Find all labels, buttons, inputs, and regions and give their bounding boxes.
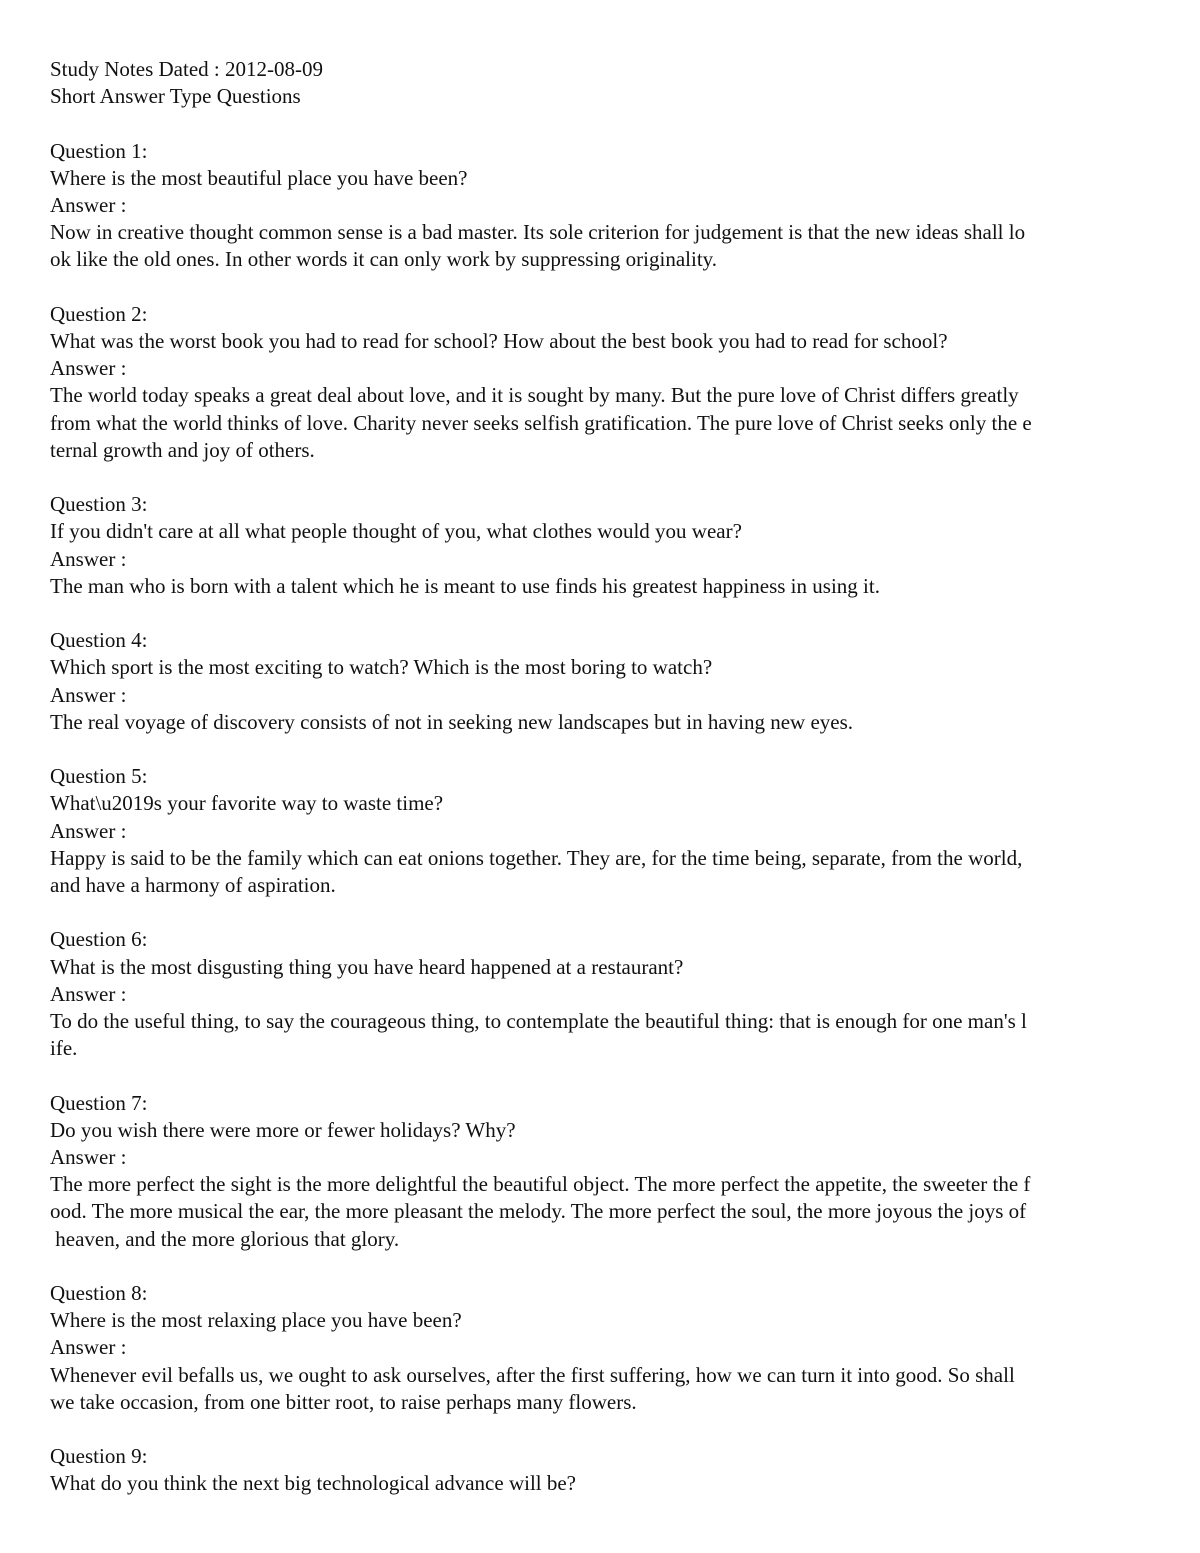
section-spacer — [50, 464, 1160, 491]
section-spacer — [50, 1416, 1160, 1443]
answer-label: Answer : — [50, 193, 127, 217]
answer-label: Answer : — [50, 682, 127, 707]
answer-text-line: To do the useful thing, to say the courageous thing, to contemplate the beautiful thing: that is enough for one man's l — [50, 1009, 1027, 1034]
answer-text-line: ife. — [50, 1036, 78, 1061]
question-label: Question 8: — [50, 1281, 148, 1306]
question-block — [50, 491, 1160, 600]
answer-text-line: we take occasion, from one bitter root, to raise perhaps many flowers. — [50, 1389, 637, 1414]
answer-text-line: and have a harmony of aspiration. — [50, 873, 336, 898]
question-label: Question 5: — [50, 764, 148, 789]
question-block — [50, 763, 1160, 899]
question-text: Do you wish there were more or fewer holidays? Why? — [50, 1117, 516, 1142]
question-text: What do you think the next big technological advance will be? — [50, 1471, 577, 1496]
document-title: Study Notes Dated : 2012-08-09 — [50, 57, 323, 81]
answer-label: Answer : — [50, 981, 127, 1006]
answer-label: Answer : — [50, 818, 127, 843]
question-text: What is the most disgusting thing you have heard happened at a restaurant? — [50, 954, 684, 979]
question-text: If you didn't care at all what people thought of you, what clothes would you wear? — [50, 519, 742, 544]
question-block — [50, 1280, 1160, 1416]
question-label: Question 2: — [50, 301, 148, 326]
answer-label: Answer : — [50, 1145, 127, 1170]
question-text: What was the worst book you had to read for school? How about the best book you had to read for school? — [50, 329, 948, 353]
question-label: Question 6: — [50, 927, 148, 952]
question-text: What\u2019s your favorite way to waste time? — [50, 791, 444, 816]
answer-text-line: Now in creative thought common sense is a bad master. Its sole criterion for judgement is that the new ideas shall lo — [50, 220, 1026, 245]
answer-text-line: Happy is said to be the family which can eat onions together. They are, for the time being, separate, from the world, — [50, 845, 1023, 870]
answer-text-line: Whenever evil befalls us, we ought to ask ourselves, after the first suffering, how we can turn it into good. So shall — [50, 1362, 1015, 1387]
section-spacer — [50, 110, 1160, 137]
question-label: Question 3: — [50, 492, 148, 517]
section-spacer — [50, 274, 1160, 301]
question-label: Question 4: — [50, 628, 148, 653]
answer-label: Answer : — [50, 546, 127, 571]
answer-label: Answer : — [50, 1335, 127, 1360]
answer-text-line: The man who is born with a talent which he is meant to use finds his greatest happiness in using it. — [50, 573, 880, 598]
answer-text-line: ternal growth and joy of others. — [50, 437, 315, 462]
question-block — [50, 1443, 1160, 1497]
question-block — [50, 1090, 1160, 1253]
section-spacer — [50, 899, 1160, 926]
answer-text-line: ok like the old ones. In other words it can only work by suppressing originality. — [50, 247, 718, 272]
answer-text-line: ood. The more musical the ear, the more pleasant the melody. The more perfect the soul, the more joyous the joys of — [50, 1199, 1027, 1224]
answer-text-line: The more perfect the sight is the more delightful the beautiful object. The more perfect the appetite, the sweeter the f — [50, 1172, 1031, 1197]
question-block — [50, 138, 1160, 274]
question-text: Which sport is the most exciting to watch? Which is the most boring to watch? — [50, 655, 713, 680]
document-subtitle: Short Answer Type Questions — [50, 84, 301, 109]
question-block — [50, 301, 1160, 464]
document-page — [50, 56, 1160, 1498]
question-text: Where is the most beautiful place you have been? — [50, 165, 468, 190]
question-label: Question 1: — [50, 138, 148, 163]
section-spacer — [50, 736, 1160, 763]
section-spacer — [50, 1062, 1160, 1089]
answer-label: Answer : — [50, 356, 127, 381]
answer-text-line: The world today speaks a great deal about love, and it is sought by many. But the pure love of Christ differs greatly — [50, 383, 1019, 408]
question-list — [50, 110, 1160, 1497]
question-label: Question 9: — [50, 1444, 148, 1469]
question-block — [50, 627, 1160, 736]
section-spacer — [50, 1253, 1160, 1280]
question-text: Where is the most relaxing place you have been? — [50, 1308, 462, 1333]
answer-text-line: heaven, and the more glorious that glory. — [50, 1226, 400, 1251]
question-block — [50, 926, 1160, 1062]
question-label: Question 7: — [50, 1090, 148, 1115]
section-spacer — [50, 600, 1160, 627]
answer-text-line: The real voyage of discovery consists of not in seeking new landscapes but in having new eyes. — [50, 709, 854, 734]
answer-text-line: from what the world thinks of love. Charity never seeks selfish gratification. The pure love of Christ seeks only the e — [50, 410, 1032, 435]
